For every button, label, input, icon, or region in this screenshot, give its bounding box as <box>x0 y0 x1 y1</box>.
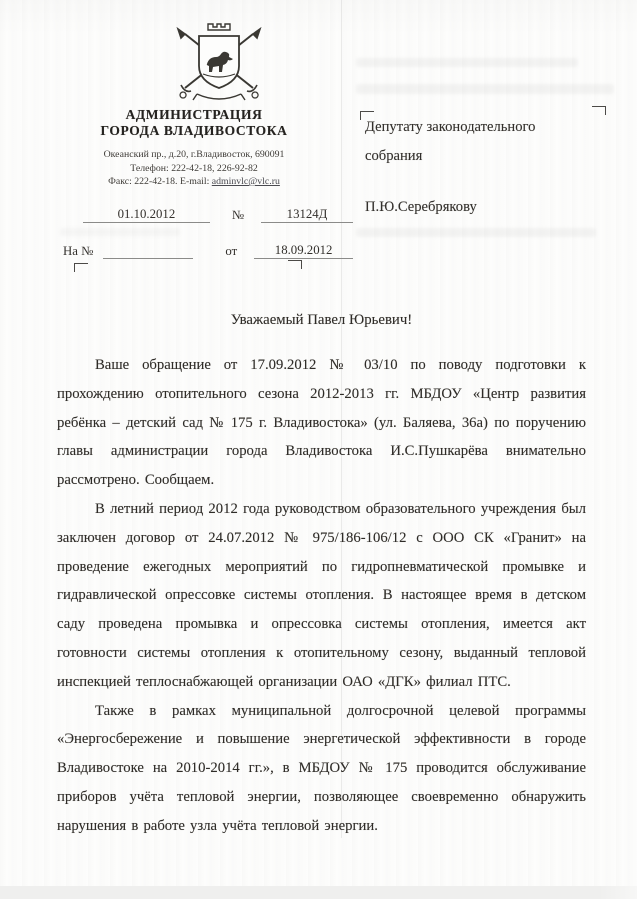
recipient-block <box>352 102 608 222</box>
recipient-line1: Депутату законодательного <box>365 119 536 135</box>
org-name-line1: АДМИНИСТРАЦИЯ <box>125 107 263 122</box>
ink-bleedthrough <box>356 84 614 94</box>
body-paragraph: Ваше обращение от 17.09.2012 № 03/10 по поводу подготовки к прохождению отопительного сезона 2012-2013 гг. МБДОУ «Центр развития ребёнка – детский сад № 175 г. Владивостока» (ул. Баляева, 36а) по поручению главы администрации города Владивостока И.С.Пушкарёва внимательно рассмотрено. Сообщаем. <box>57 357 586 489</box>
ink-bleedthrough <box>356 58 578 67</box>
outgoing-number-field: 13124Д <box>261 207 353 223</box>
in-reply-number-field <box>103 258 194 259</box>
org-phone: Телефон: 222-42-18, 226-92-82 <box>130 162 258 174</box>
corner-mark-bottom-right <box>288 260 302 269</box>
salutation: Уважаемый Павел Юрьевич! <box>230 312 413 328</box>
reference-row-incoming <box>57 237 353 259</box>
body-paragraph: В летний период 2012 года руководством образовательного учреждения был заключен договор от 24.07.2012 № 975/186-106/12 с ООО СК «Гранит» на проведение ежегодных мероприятий по гидропневматической промывке и гидравлической опрессовке системы отопления. В настоящее время в детском саду проведена промывка и опрессовка системы отопления, имеется акт готовности системы отопления к отопительному сезону, выданный тепловой инспекцией теплоснабжающей организации ОАО «ДГК» филиал ПТС. <box>57 500 586 690</box>
body-paragraph: Также в рамках муниципальной долгосрочной целевой программы «Энергосбережение и повышение энергетической эффективности в городе Владивостоке на 2010-2014 гг.», в МБДОУ № 175 проводится обслуживание приборов учёта тепловой энергии, позволяющее своевременно обнаружить нарушения в работе узла учёта тепловой энергии. <box>57 702 586 834</box>
ink-bleedthrough <box>356 228 596 237</box>
in-reply-label: На № <box>63 244 94 258</box>
from-label: от <box>225 244 238 258</box>
org-fax-email <box>38 175 350 189</box>
scan-edge-shadow <box>0 886 637 899</box>
corner-mark-bottom-left <box>74 263 88 272</box>
recipient-name: П.Ю.Серебрякову <box>365 199 477 215</box>
reference-block <box>57 201 353 259</box>
org-address: Океанский пр., д.20, г.Владивосток, 690091 <box>103 149 285 160</box>
corner-mark-recipient-right <box>592 106 606 115</box>
letter-body <box>57 351 586 841</box>
number-sign-label: № <box>231 208 245 222</box>
outgoing-date-field: 01.10.2012 <box>83 207 210 223</box>
org-fax: Факс: 222-42-18. E-mail: <box>108 176 212 187</box>
corner-mark-recipient-left <box>360 111 374 120</box>
vladivostok-coat-of-arms-icon <box>163 22 275 108</box>
org-name-line2: ГОРОДА ВЛАДИВОСТОКА <box>100 123 288 138</box>
letterhead <box>38 107 350 189</box>
reference-row-outgoing <box>57 201 353 223</box>
recipient-position <box>352 102 608 171</box>
recipient-line2: собрания <box>365 148 423 164</box>
in-reply-date-field: 18.09.2012 <box>254 243 353 259</box>
org-contacts <box>38 148 350 189</box>
org-email: adminvlc@vlc.ru <box>211 176 280 187</box>
